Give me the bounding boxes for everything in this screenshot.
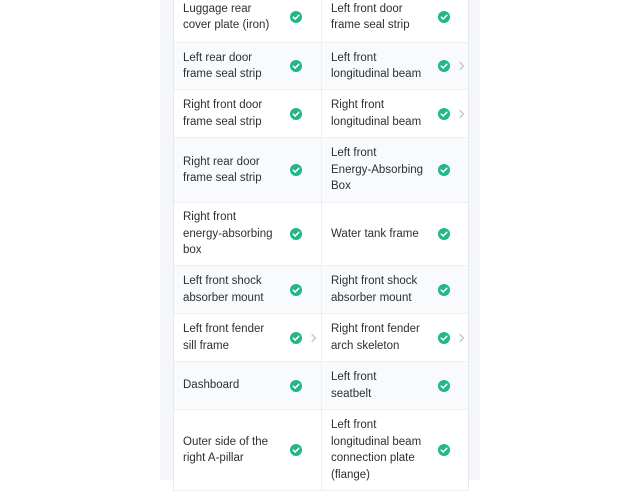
inspection-item [174,90,321,137]
inspection-item [321,138,468,202]
inspection-item[interactable] [321,43,468,89]
inspection-item [321,0,468,42]
inspection-item-label: Right rear door frame seal strip [183,155,262,184]
inspection-item[interactable] [321,314,468,361]
inspection-row [174,138,468,203]
inspection-item-label: Right front shock absorber mount [331,275,418,304]
check-circle-icon [290,60,302,72]
check-circle-icon [438,11,450,23]
inspection-item [321,410,468,490]
chevron-right-icon[interactable] [458,61,466,71]
check-circle-icon [290,11,302,23]
chevron-right-icon[interactable] [458,333,466,343]
inspection-item-label: Water tank frame [331,227,419,240]
inspection-item [321,203,468,265]
inspection-item-label: Luggage rear cover plate (iron) [183,2,270,31]
inspection-item [174,410,321,490]
inspection-item [321,362,468,409]
inspection-item-label: Left front Energy-Absorbing Box [331,147,424,193]
inspection-grid [173,0,469,491]
check-circle-icon [438,164,450,176]
check-circle-icon [290,444,302,456]
check-circle-icon [290,332,302,344]
inspection-item-label: Right front longitudinal beam [331,99,422,128]
inspection-item [174,43,321,89]
check-circle-icon [438,108,450,120]
inspection-item-label: Right front energy-absorbing box [183,211,273,257]
check-circle-icon [438,380,450,392]
inspection-item [174,362,321,409]
inspection-row [174,203,468,266]
inspection-item-label: Left front door frame seal strip [331,2,410,31]
inspection-row [174,266,468,314]
chevron-right-icon[interactable] [458,109,466,119]
check-circle-icon [290,108,302,120]
inspection-row [174,410,468,491]
inspection-item-label: Outer side of the right A-pillar [183,435,269,464]
inspection-item-label: Dashboard [183,379,240,392]
inspection-item-label: Left front longitudinal beam [331,51,422,80]
check-circle-icon [438,228,450,240]
inspection-item [174,266,321,313]
check-circle-icon [438,332,450,344]
check-circle-icon [438,444,450,456]
inspection-item[interactable] [321,90,468,137]
inspection-row [174,0,468,43]
inspection-item[interactable] [174,314,321,361]
check-circle-icon [438,60,450,72]
chevron-right-icon[interactable] [310,333,318,343]
inspection-item [174,138,321,202]
inspection-item [321,266,468,313]
inspection-item-label: Right front fender arch skeleton [331,323,420,352]
inspection-item [174,0,321,42]
check-circle-icon [290,164,302,176]
inspection-item-label: Left front fender sill frame [183,323,265,352]
inspection-row [174,362,468,410]
inspection-row [174,43,468,90]
check-circle-icon [290,228,302,240]
inspection-row [174,90,468,138]
check-circle-icon [290,380,302,392]
inspection-item-label: Left front shock absorber mount [183,275,264,304]
inspection-item-label: Left front seatbelt [331,371,377,400]
inspection-item [174,203,321,265]
check-circle-icon [438,284,450,296]
inspection-item-label: Right front door frame seal strip [183,99,263,128]
inspection-item-label: Left rear door frame seal strip [183,51,262,80]
inspection-row [174,314,468,362]
check-circle-icon [290,284,302,296]
inspection-item-label: Left front longitudinal beam connection plate (flange) [331,419,422,481]
